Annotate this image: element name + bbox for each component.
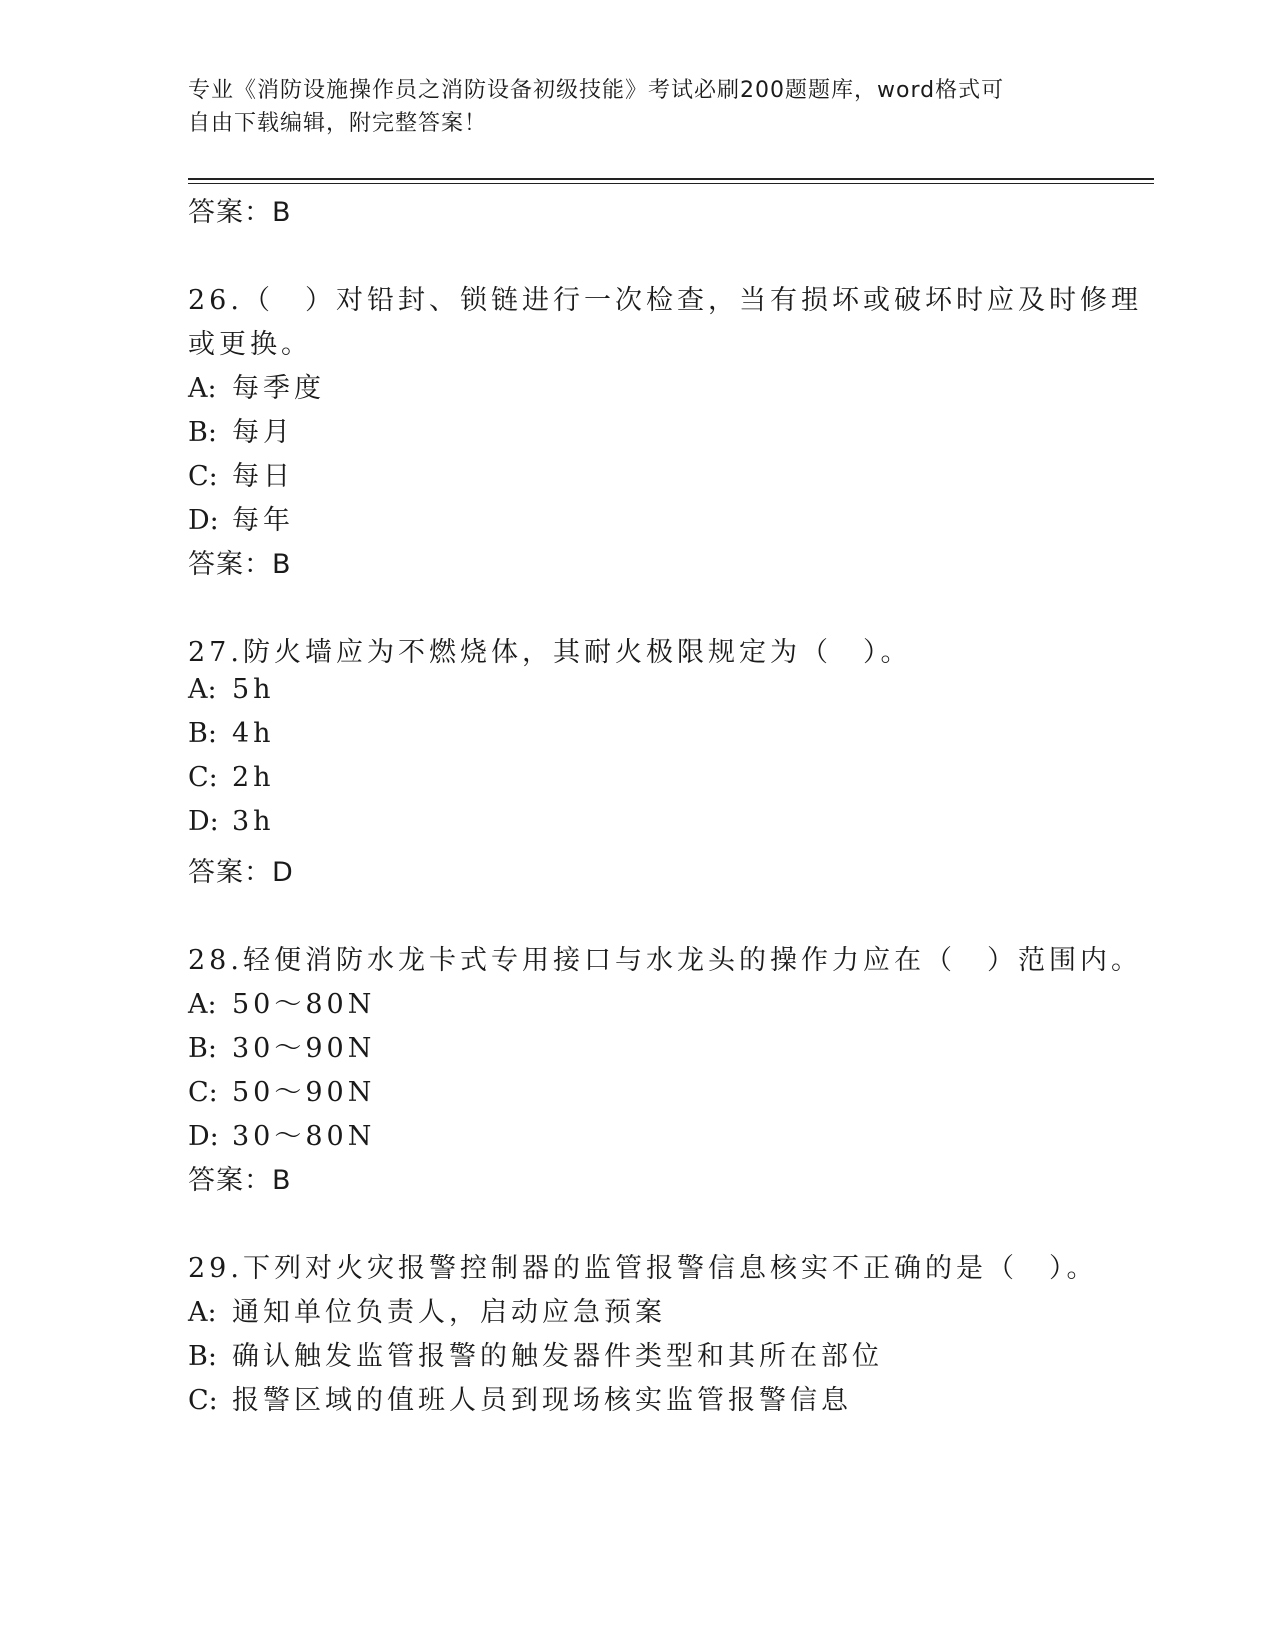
question-stem: 29.下列对火灾报警控制器的监管报警信息核实不正确的是（ ）。 — [188, 1253, 1098, 1284]
option-letter: A: — [188, 674, 217, 705]
option-a — [188, 1290, 666, 1329]
header-divider-thin — [188, 183, 1154, 184]
option-b — [188, 1334, 883, 1373]
header-line-1: 专业《消防设施操作员之消防设备初级技能》考试必刷200题题库，word格式可 — [188, 78, 1005, 103]
question-stem: 27.防火墙应为不燃烧体，其耐火极限规定为（ ）。 — [188, 637, 912, 668]
answer-line: 答案：B — [188, 197, 292, 228]
option-letter: C: — [188, 762, 218, 793]
document-header — [188, 74, 1088, 140]
option-b — [188, 718, 275, 749]
option-text: 每季度 — [232, 373, 325, 404]
option-letter: B: — [188, 1341, 217, 1372]
header-line-2: 自由下载编辑，附完整答案！ — [188, 111, 488, 136]
option-b — [188, 1026, 375, 1065]
option-letter: A: — [188, 373, 217, 404]
header-divider — [188, 178, 1154, 180]
option-c — [188, 1070, 375, 1109]
option-text: 4h — [232, 718, 275, 749]
option-text: 确认触发监管报警的触发器件类型和其所在部位 — [232, 1341, 883, 1372]
option-letter: D: — [188, 806, 219, 837]
option-c — [188, 454, 294, 493]
option-text: 5h — [232, 674, 275, 705]
option-text: 30～80N — [232, 1121, 376, 1152]
option-c — [188, 1378, 852, 1417]
option-text: 每月 — [232, 417, 294, 448]
answer-line: 答案：B — [188, 1165, 292, 1196]
question-stem-continued: 或更换。 — [188, 329, 312, 360]
option-letter: C: — [188, 1385, 218, 1416]
option-text: 报警区域的值班人员到现场核实监管报警信息 — [232, 1385, 852, 1416]
option-letter: A: — [188, 1297, 217, 1328]
option-letter: B: — [188, 417, 217, 448]
question-stem: 28.轻便消防水龙卡式专用接口与水龙头的操作力应在（ ）范围内。 — [188, 945, 1142, 976]
option-d — [188, 1114, 375, 1153]
option-text: 3h — [232, 806, 275, 837]
option-letter: B: — [188, 718, 217, 749]
option-a — [188, 674, 275, 705]
option-b — [188, 410, 294, 449]
option-letter: A: — [188, 989, 217, 1020]
option-text: 每日 — [232, 461, 294, 492]
option-d — [188, 498, 294, 537]
option-text: 50～80N — [232, 989, 376, 1020]
option-text: 每年 — [232, 505, 294, 536]
option-letter: C: — [188, 461, 218, 492]
question-stem: 26.（ ）对铅封、锁链进行一次检查，当有损坏或破坏时应及时修理 — [188, 285, 1142, 316]
option-letter: C: — [188, 1077, 218, 1108]
answer-line: 答案：D — [188, 857, 294, 888]
option-letter: D: — [188, 505, 219, 536]
option-text: 2h — [232, 762, 275, 793]
option-letter: B: — [188, 1033, 217, 1064]
option-a — [188, 366, 325, 405]
option-c — [188, 762, 275, 793]
option-d — [188, 806, 275, 837]
option-letter: D: — [188, 1121, 219, 1152]
answer-line: 答案：B — [188, 549, 292, 580]
option-text: 30～90N — [232, 1033, 376, 1064]
option-text: 通知单位负责人，启动应急预案 — [232, 1297, 666, 1328]
option-a — [188, 982, 375, 1021]
option-text: 50～90N — [232, 1077, 376, 1108]
